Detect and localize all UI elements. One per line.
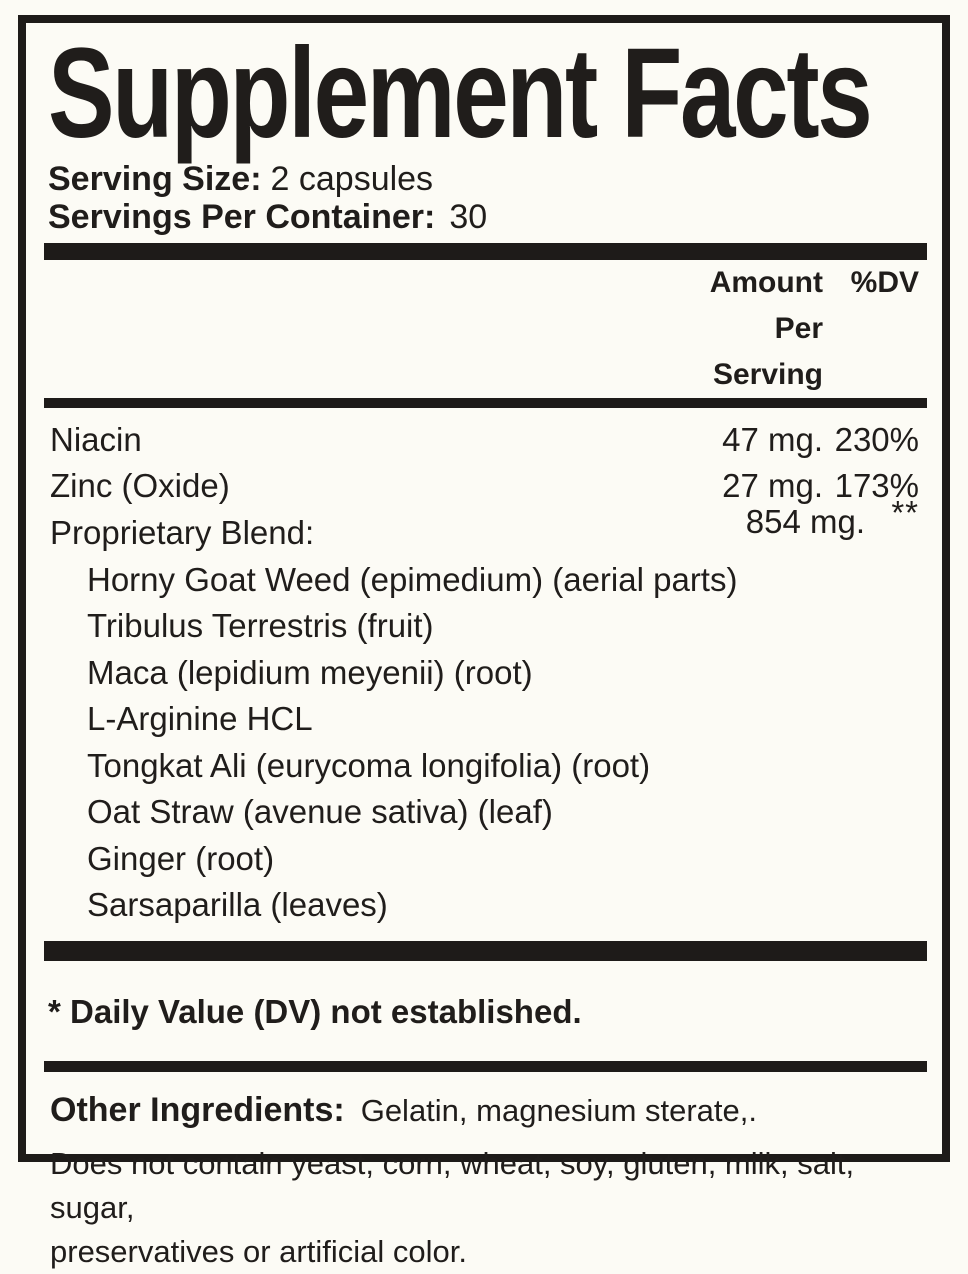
other-ingredients-value: Gelatin, magnesium sterate,. xyxy=(360,1092,757,1128)
serving-size-label: Serving Size: xyxy=(48,159,262,198)
table-header-row xyxy=(26,260,942,398)
blend-item: Tongkat Ali (eurycoma longifolia) (root) xyxy=(87,746,651,784)
blend-item: Horny Goat Weed (epimedium) (aerial parts) xyxy=(87,560,738,598)
nutrient-name: Niacin xyxy=(50,420,142,458)
blend-item: Tribulus Terrestris (fruit) xyxy=(87,607,434,645)
nutrient-amount: 27 mg. xyxy=(722,466,823,504)
blend-item-list xyxy=(26,557,942,929)
other-ingredients-label: Other Ingredients: xyxy=(50,1090,345,1129)
daily-value-footnote: * Daily Value (DV) not established. xyxy=(48,992,582,1030)
servings-per-container-row xyxy=(48,198,942,236)
double-asterisk-marker: ** xyxy=(891,493,919,531)
table-row xyxy=(26,417,942,463)
nutrient-dv: 230% xyxy=(834,420,919,458)
header-divider xyxy=(44,398,927,408)
nutrient-dv: 173% xyxy=(834,466,919,504)
servings-per-container-label: Servings Per Container: xyxy=(48,197,436,236)
dv-header: %DV xyxy=(850,265,919,299)
supplement-facts-panel xyxy=(18,15,950,1269)
thick-divider-top xyxy=(44,243,927,260)
nutrient-dv xyxy=(865,493,919,546)
blend-item: Ginger (root) xyxy=(87,839,275,877)
blend-item: L-Arginine HCL xyxy=(87,700,313,738)
nutrient-name: Proprietary Blend: xyxy=(50,513,315,551)
blend-item: Oat Straw (avenue sativa) (leaf) xyxy=(87,793,553,831)
thick-divider-bottom xyxy=(44,941,927,961)
nutrient-name: Zinc (Oxide) xyxy=(50,466,230,504)
servings-per-container-value: 30 xyxy=(449,197,488,236)
serving-size-row xyxy=(48,160,942,198)
table-row-proprietary-blend xyxy=(26,493,942,557)
other-ingredients-row xyxy=(50,1088,942,1133)
panel-title: Supplement Facts xyxy=(48,22,871,165)
nutrient-amount: 854 mg. xyxy=(745,502,865,540)
blend-item: Maca (lepidium meyenii) (root) xyxy=(87,653,533,691)
serving-size-value: 2 capsules xyxy=(270,159,434,198)
serving-info xyxy=(48,160,942,236)
nutrient-amount: 47 mg. xyxy=(722,420,823,458)
disclaimer-line: preservatives or artificial color. xyxy=(50,1233,467,1269)
disclaimer-line: Does not contain yeast, corn, wheat, soy, gluten, milk, salt, sugar, xyxy=(50,1145,855,1225)
footnote-divider xyxy=(44,1061,927,1072)
amount-per-serving-header: Amount Per Serving xyxy=(709,265,823,391)
blend-item: Sarsaparilla (leaves) xyxy=(87,886,388,924)
